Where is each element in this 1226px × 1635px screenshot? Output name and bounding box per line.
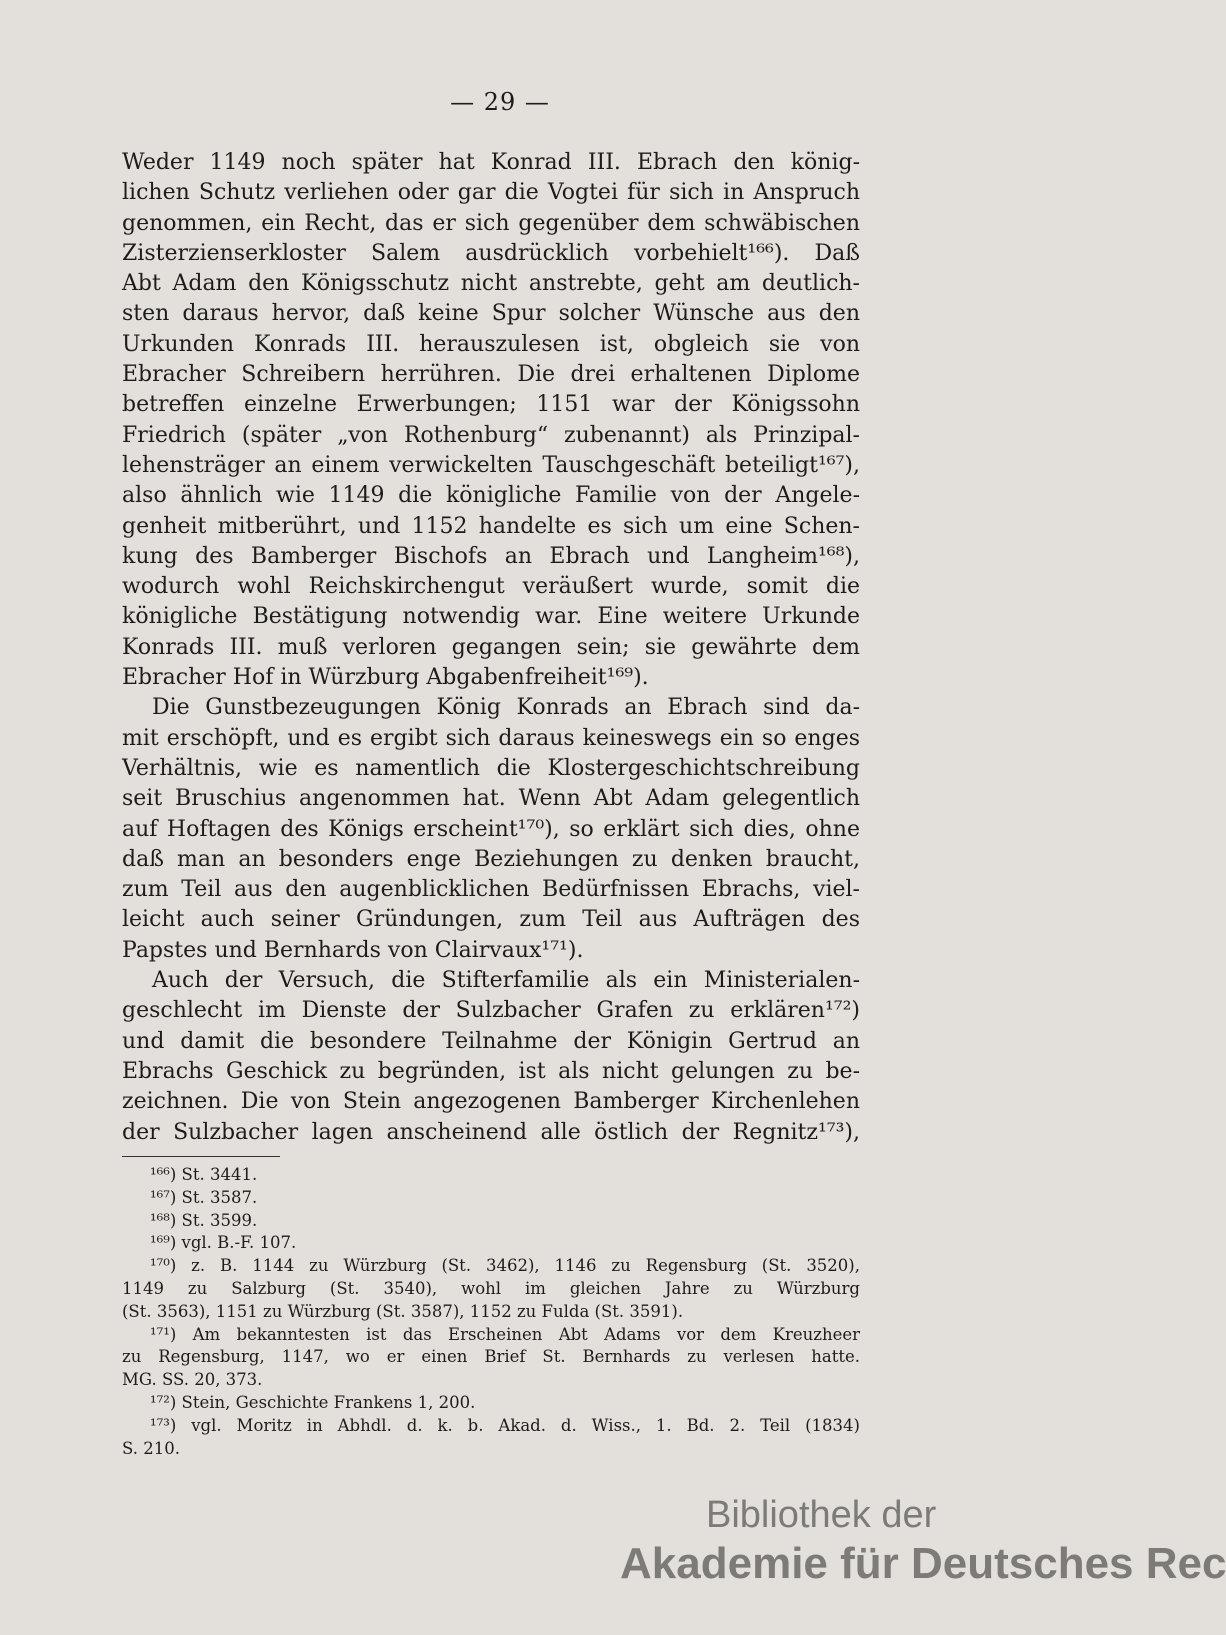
- footnote-line: 1149 zu Salzburg (St. 3540), wohl im gleichen Jahre zu Würzburg: [122, 1278, 860, 1298]
- text-line: lichen Schutz verliehen oder gar die Vogtei für sich in Anspruch: [122, 180, 860, 206]
- text-line: daß man an besonders enge Beziehungen zu denken braucht,: [122, 846, 860, 872]
- text-line: auf Hoftagen des Königs erscheint¹⁷⁰), so erklärt sich dies, ohne: [122, 816, 860, 842]
- footnote-line: zu Regensburg, 1147, wo er einen Brief St. Bernhards zu verlesen hatte.: [122, 1347, 860, 1367]
- text-line: Ebrachs Geschick zu begründen, ist als nicht gelungen zu be-: [122, 1058, 860, 1084]
- footnotes: [122, 1164, 860, 1460]
- text-line: seit Bruschius angenommen hat. Wenn Abt Adam gelegentlich: [122, 786, 860, 812]
- text-line: Die Gunstbezeugungen König Konrads an Ebrach sind da-: [152, 695, 860, 721]
- text-line: zeichnen. Die von Stein angezogenen Bamberger Kirchenlehen: [122, 1089, 860, 1115]
- text-line: Zisterzienserkloster Salem ausdrücklich vorbehielt¹⁶⁶). Daß: [122, 240, 860, 266]
- text-line: sten daraus hervor, daß keine Spur solcher Wünsche aus den: [122, 301, 860, 327]
- text-line: mit erschöpft, und es ergibt sich daraus keineswegs ein so enges: [122, 725, 860, 751]
- footnote-line: ¹⁷⁰) z. B. 1144 zu Würzburg (St. 3462), 1146 zu Regensburg (St. 3520),: [150, 1256, 860, 1276]
- text-line: betreffen einzelne Erwerbungen; 1151 war der Königssohn: [122, 392, 860, 418]
- stamp-line-2: Akademie für Deutsches Rec: [620, 1539, 1226, 1588]
- text-line: Ebracher Hof in Würzburg Abgabenfreiheit¹⁶⁹).: [122, 665, 649, 691]
- text-line: und damit die besondere Teilnahme der Königin Gertrud an: [122, 1028, 860, 1054]
- text-line: Urkunden Konrads III. herauszulesen ist, obgleich sie von: [122, 331, 860, 357]
- text-line: geschlecht im Dienste der Sulzbacher Grafen zu erklären¹⁷²): [122, 998, 860, 1024]
- text-line: genommen, ein Recht, das er sich gegenüber dem schwäbischen: [122, 210, 860, 236]
- footnote-line: S. 210.: [122, 1438, 180, 1458]
- text-line: zum Teil aus den augenblicklichen Bedürfnissen Ebrachs, viel-: [122, 877, 860, 903]
- text-line: Ebracher Schreibern herrühren. Die drei erhaltenen Diplome: [122, 362, 860, 388]
- stamp-line-1: Bibliothek der: [706, 1494, 937, 1536]
- footnote-line: ¹⁷³) vgl. Moritz in Abhdl. d. k. b. Akad. d. Wiss., 1. Bd. 2. Teil (1834): [150, 1415, 860, 1435]
- text-line: also ähnlich wie 1149 die königliche Familie von der Angele-: [122, 483, 860, 509]
- text-line: Papstes und Bernhards von Clairvaux¹⁷¹).: [122, 937, 584, 963]
- footnote-line: ¹⁷¹) Am bekanntesten ist das Erscheinen Abt Adams vor dem Kreuzheer: [150, 1324, 860, 1344]
- text-line: Weder 1149 noch später hat Konrad III. Ebrach den könig-: [122, 150, 860, 175]
- text-line: lehensträger an einem verwickelten Tauschgeschäft beteiligt¹⁶⁷),: [122, 452, 860, 478]
- library-stamp: [620, 1492, 1226, 1590]
- footnote-line: ¹⁶⁸) St. 3599.: [150, 1210, 258, 1230]
- text-line: der Sulzbacher lagen anscheinend alle östlich der Regnitz¹⁷³),: [122, 1119, 860, 1145]
- footnote-line: ¹⁶⁶) St. 3441.: [150, 1165, 258, 1184]
- footnote-line: (St. 3563), 1151 zu Würzburg (St. 3587), 1152 zu Fulda (St. 3591).: [122, 1301, 684, 1321]
- footnote-line: ¹⁷²) Stein, Geschichte Frankens 1, 200.: [150, 1392, 476, 1412]
- text-line: Auch der Versuch, die Stifterfamilie als ein Ministerialen-: [152, 968, 860, 994]
- footnote-line: MG. SS. 20, 373.: [122, 1370, 263, 1390]
- text-line: wodurch wohl Reichskirchengut veräußert wurde, somit die: [122, 574, 860, 600]
- text-line: Verhältnis, wie es namentlich die Klostergeschichtschreibung: [122, 755, 860, 781]
- footnote-line: ¹⁶⁷) St. 3587.: [150, 1187, 258, 1207]
- text-line: Konrads III. muß verloren gegangen sein; sie gewährte dem: [122, 634, 860, 660]
- text-line: kung des Bamberger Bischofs an Ebrach und Langheim¹⁶⁸),: [122, 543, 860, 569]
- text-line: königliche Bestätigung notwendig war. Eine weitere Urkunde: [122, 604, 860, 630]
- footnote-line: ¹⁶⁹) vgl. B.-F. 107.: [150, 1233, 297, 1253]
- text-line: Friedrich (später „von Rothenburg“ zubenannt) als Prinzipal-: [122, 422, 860, 448]
- text-line: genheit mitberührt, und 1152 handelte es sich um eine Schen-: [122, 513, 860, 539]
- main-text: [122, 148, 860, 1148]
- text-line: Abt Adam den Königsschutz nicht anstrebte, geht am deutlich-: [122, 271, 860, 297]
- text-line: leicht auch seiner Gründungen, zum Teil aus Aufträgen des: [122, 907, 860, 933]
- footnote-separator: [122, 1156, 280, 1157]
- page-number: — 29 —: [450, 88, 550, 116]
